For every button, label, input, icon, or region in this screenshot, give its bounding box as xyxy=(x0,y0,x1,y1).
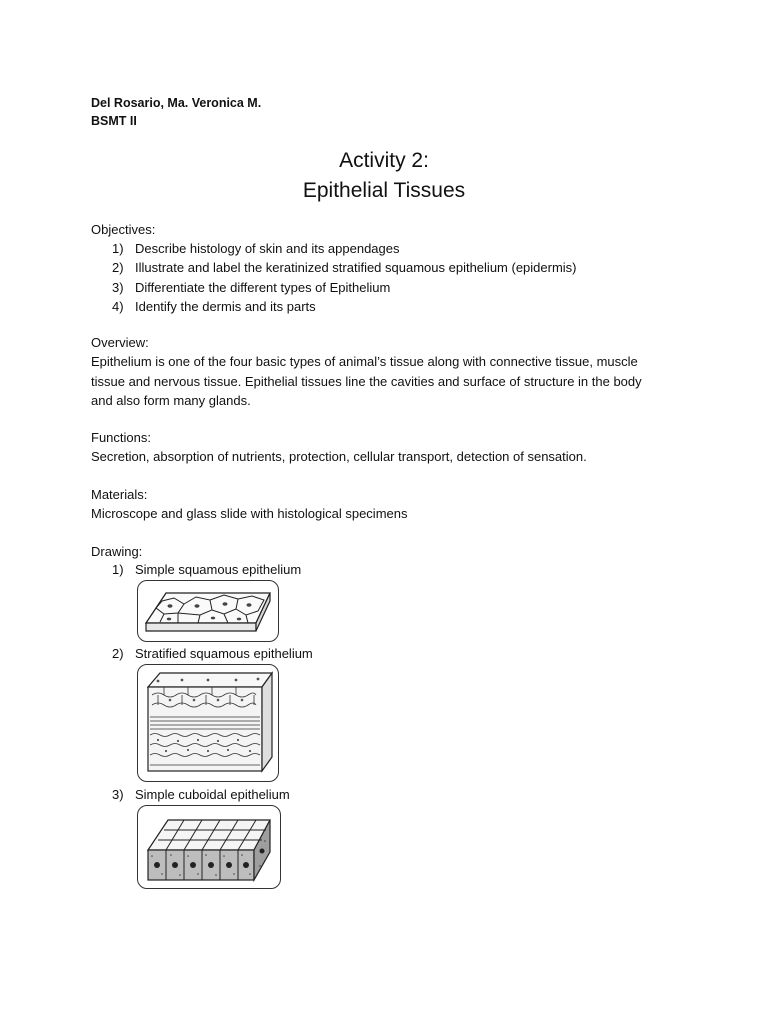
drawing-caption: Simple squamous epithelium xyxy=(135,562,302,577)
overview-line: tissue and nervous tissue. Epithelial tissues line the cavities and surface of structure in the body xyxy=(91,373,642,389)
objectives-label: Objectives: xyxy=(91,222,156,237)
objective-number: 3) xyxy=(112,279,124,295)
overview-section xyxy=(91,333,691,411)
drawing-caption: Stratified squamous epithelium xyxy=(135,646,313,661)
objective-text: Differentiate the different types of Epithelium xyxy=(135,279,391,295)
author-header xyxy=(91,94,261,130)
author-name: Del Rosario, Ma. Veronica M. xyxy=(91,96,262,110)
title-line-2: Epithelial Tissues xyxy=(302,179,466,202)
drawing-number: 1) xyxy=(112,562,124,577)
stratified-drawing xyxy=(138,665,278,781)
drawing-item xyxy=(91,785,691,804)
simple-squamous-illustration xyxy=(137,580,279,642)
drawing-caption: Simple cuboidal epithelium xyxy=(135,787,290,802)
simple-cuboidal-illustration xyxy=(137,805,281,889)
functions-text: Secretion, absorption of nutrients, protection, cellular transport, detection of sensation. xyxy=(91,449,587,464)
cuboidal-drawing xyxy=(138,806,280,888)
objective-item xyxy=(91,297,691,316)
materials-section xyxy=(91,485,691,524)
objective-text: Identify the dermis and its parts xyxy=(135,299,316,315)
objective-item xyxy=(91,278,691,297)
drawing-item xyxy=(91,644,691,663)
materials-label: Materials: xyxy=(91,487,148,502)
objectives-section xyxy=(91,220,691,317)
objective-text: Illustrate and label the keratinized stratified squamous epithelium (epidermis) xyxy=(135,260,577,276)
drawing-number: 3) xyxy=(112,787,124,802)
title-line-1: Activity 2: xyxy=(339,149,429,172)
functions-section xyxy=(91,428,691,467)
objective-number: 4) xyxy=(112,299,124,315)
objective-item xyxy=(91,239,691,258)
objectives-list xyxy=(91,239,691,317)
stratified-squamous-illustration xyxy=(137,664,279,782)
objective-text: Describe histology of skin and its appendages xyxy=(135,241,400,256)
overview-label: Overview: xyxy=(91,335,149,350)
drawing-label-wrap xyxy=(91,542,691,561)
materials-text: Microscope and glass slide with histological specimens xyxy=(91,506,408,521)
page-title xyxy=(0,146,768,206)
overview-line: Epithelium is one of the four basic types of animal’s tissue along with connective tissue, muscle xyxy=(91,354,638,369)
objective-number: 2) xyxy=(112,260,124,276)
author-course: BSMT II xyxy=(91,114,137,128)
drawing-number: 2) xyxy=(112,646,124,661)
drawing-item xyxy=(91,560,691,579)
objective-item xyxy=(91,258,691,277)
squamous-drawing xyxy=(138,581,278,641)
drawing-label: Drawing: xyxy=(91,544,143,559)
objective-number: 1) xyxy=(112,241,124,256)
overview-line: and also form many glands. xyxy=(91,393,251,408)
functions-label: Functions: xyxy=(91,430,151,445)
